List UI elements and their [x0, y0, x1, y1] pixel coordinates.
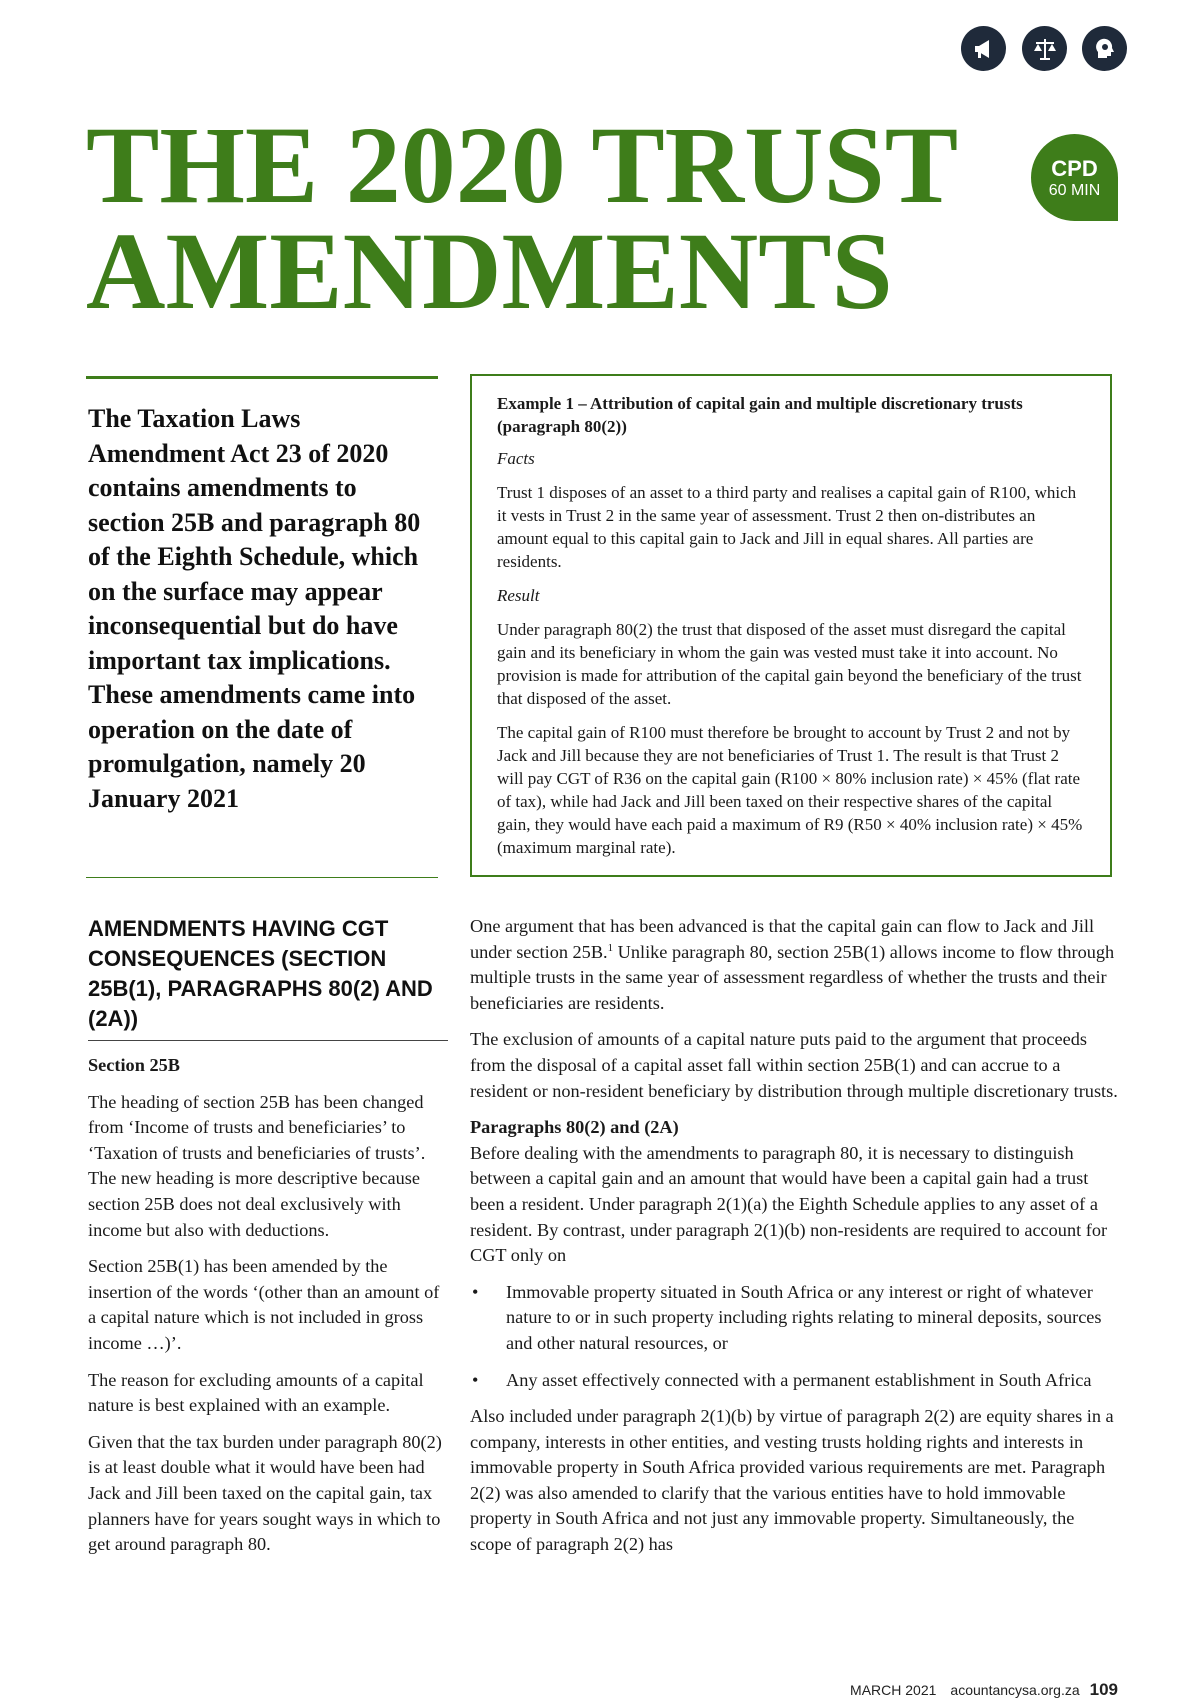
left-subhead: Section 25B: [88, 1055, 180, 1075]
bullet-list: [470, 1280, 1120, 1393]
example-box: [470, 374, 1112, 877]
example-facts-label: Facts: [497, 449, 535, 468]
bullet-marker: •: [472, 1369, 479, 1390]
title-line-2: AMENDMENTS: [86, 210, 893, 332]
example-facts: Trust 1 disposes of an asset to a third party and realises a capital gain of R100, which it vests in Trust 2 in the same year of assessment. Trust 2 then on-distributes an amount equal to this capital gain to Jack and Jill in equal shares. All parties are residents.: [497, 483, 1077, 571]
list-item: [470, 1368, 1120, 1394]
page-number: 109: [1089, 1680, 1118, 1699]
cpd-duration: 60 MIN: [1048, 182, 1101, 199]
head-gear-icon: [1082, 26, 1127, 71]
title-line-1: THE 2020 TRUST: [86, 104, 959, 226]
megaphone-icon: [961, 26, 1006, 71]
intro-text: The Taxation Laws Amendment Act 23 of 2020 contains amendments to section 25B and paragraph 80 of the Eighth Schedule, which on the surface may appear inconsequential but do have important tax implications. These amendments came into operation on the date of promulgation, namely 20 January 2021: [88, 404, 421, 813]
right-paragraph-2: The exclusion of amounts of a capital nature puts paid to the argument that proceeds from the disposal of a capital asset fall within section 25B(1) and can accrue to a resident or non-resident beneficiary by distribution through multiple discretionary trusts.: [470, 1029, 1118, 1101]
right-paragraph-4: Also included under paragraph 2(1)(b) by virtue of paragraph 2(2) are equity shares in a company, interests in other entities, and vesting trusts holding rights and interests in immovable property in South Africa provided various requirements are met. Paragraph 2(2) was also amended to clarify that the various entities have to hold immovable property in South Africa and not just any immovable property. Simultaneously, the scope of paragraph 2(2) has: [470, 1406, 1114, 1555]
section-heading: AMENDMENTS HAVING CGT CONSEQUENCES (SECTION 25B(1), PARAGRAPHS 80(2) AND (2A)): [88, 916, 433, 1031]
right-paragraph-3: Before dealing with the amendments to paragraph 80, it is necessary to distinguish between a capital gain and an amount that would have been a capital gain had a trust been a resident. Under paragraph 2(1)(a) the Eighth Schedule applies to any asset of a resident. By contrast, under paragraph 2(1)(b) non-residents are required to account for CGT only on: [470, 1142, 1108, 1266]
page-footer: [850, 1680, 1118, 1700]
example-result-label: Result: [497, 586, 540, 605]
section-rule: [88, 1040, 448, 1041]
example-result-p1: Under paragraph 80(2) the trust that disposed of the asset must disregard the capital gain and its beneficiary in whom the gain was vested must take it into account. No provision is made for attribution of the capital gain beyond the beneficiary of the trust that disposed of the asset.: [497, 620, 1082, 708]
list-item-text: Immovable property situated in South Africa or any interest or right of whatever nature to or in such property including rights relating to mineral deposits, sources and other natural resources, or: [506, 1281, 1102, 1353]
example-title: Example 1 – Attribution of capital gain and multiple discretionary trusts (paragraph 80(2)): [497, 394, 1023, 436]
list-item: [470, 1280, 1120, 1357]
left-column: [88, 1053, 448, 1569]
intro-bottom-rule: [86, 877, 438, 878]
cpd-label: CPD: [1051, 156, 1098, 181]
bullet-marker: •: [472, 1281, 479, 1302]
left-paragraph-4: Given that the tax burden under paragraph 80(2) is at least double what it would have been had Jack and Jill been taxed on the capital gain, tax planners have for years sought ways in which to get around paragraph 80.: [88, 1431, 442, 1555]
left-paragraph-1: The heading of section 25B has been changed from ‘Income of trusts and beneficiaries’ to ‘Taxation of trusts and beneficiaries of trusts’. The new heading is more descriptive because section 25B does not deal exclusively with income but also with deductions.: [88, 1091, 426, 1240]
right-column: [470, 914, 1120, 1569]
right-paragraph-1: [470, 914, 1120, 1016]
page-title: [86, 104, 986, 332]
list-item-text: Any asset effectively connected with a permanent establishment in South Africa: [506, 1369, 1092, 1390]
left-paragraph-3: The reason for excluding amounts of a capital nature is best explained with an example.: [88, 1369, 424, 1416]
footnote-ref: 1: [607, 941, 614, 954]
scales-icon: [1022, 26, 1067, 71]
cpd-badge: [1031, 134, 1118, 221]
right-subhead: Paragraphs 80(2) and (2A): [470, 1117, 679, 1138]
right-paragraph-1-a: One argument that has been advanced is that the capital gain can flow to Jack and Jill under section 25B.: [470, 916, 1095, 962]
left-paragraph-2: Section 25B(1) has been amended by the insertion of the words ‘(other than an amount of a capital nature which is not included in gross income …)’.: [88, 1256, 440, 1353]
footer-date: MARCH 2021: [850, 1682, 937, 1698]
right-paragraph-1-b: Unlike paragraph 80, section 25B(1) allows income to flow through multiple trusts in the same year of assessment regardless of whether the trusts and their beneficiaries are residents.: [470, 941, 1115, 1013]
footer-site: acountancysa.org.za: [950, 1682, 1080, 1698]
example-result-p2: The capital gain of R100 must therefore be brought to account by Trust 2 and not by Jack and Jill because they are not beneficiaries of Trust 1. The result is that Trust 2 will pay CGT of R36 on the capital gain (R100 × 80% inclusion rate) × 45% (flat rate of tax), while had Jack and Jill been taxed on their respective shares of the capital gain, they would have each paid a maximum of R9 (R50 × 40% inclusion rate) × 45% (maximum marginal rate).: [497, 723, 1083, 857]
intro-top-rule: [86, 376, 438, 379]
